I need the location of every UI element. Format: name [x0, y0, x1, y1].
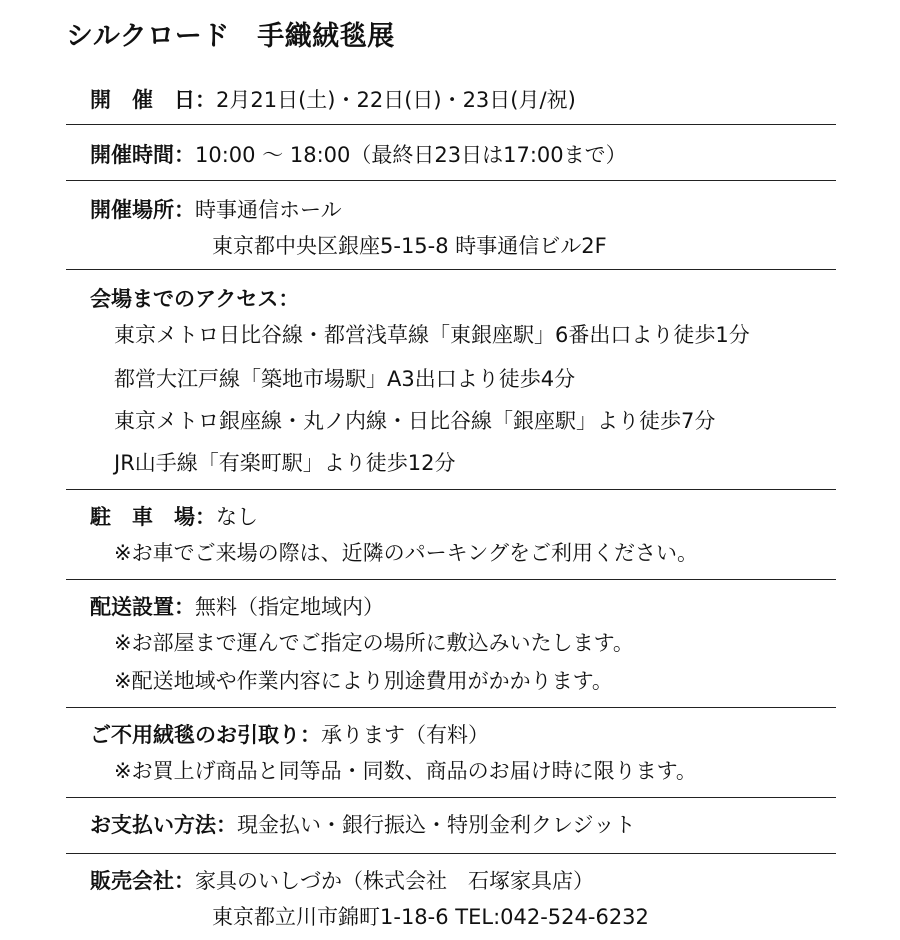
- divider: [66, 707, 836, 708]
- hours-row: [90, 141, 627, 169]
- pickup-row: [90, 721, 489, 749]
- parking-note: ※お車でご来場の際は、近隣のパーキングをご利用ください。: [114, 541, 698, 565]
- page-title: シルクロード 手織絨毯展: [66, 21, 395, 52]
- dates-label: 開 催 日：: [90, 88, 216, 112]
- dates-row: [90, 86, 576, 114]
- divider: [66, 579, 836, 580]
- access-label: 会場までのアクセス：: [90, 287, 300, 311]
- divider: [66, 180, 836, 181]
- delivery-note: ※お部屋まで運んでご指定の場所に敷込みいたします。: [114, 631, 634, 655]
- parking-value: なし: [216, 505, 258, 529]
- delivery-label: 配送設置：: [90, 595, 195, 619]
- seller-row: [90, 867, 594, 895]
- dates-value: 2月21日(土)・22日(日)・23日(月/祝): [216, 88, 576, 112]
- hours-label: 開催時間：: [90, 143, 195, 167]
- pickup-value: 承ります（有料）: [321, 723, 489, 747]
- venue-address: 東京都中央区銀座5-15-8 時事通信ビル2F: [212, 234, 607, 258]
- venue-row: [90, 196, 342, 224]
- seller-address: 東京都立川市錦町1-18-6 TEL:042-524-6232: [212, 905, 649, 929]
- divider: [66, 269, 836, 270]
- hours-value: 10:00 ～ 18:00（最終日23日は17:00まで）: [195, 143, 627, 167]
- payment-value: 現金払い・銀行振込・特別金利クレジット: [237, 813, 636, 837]
- divider: [66, 853, 836, 854]
- venue-name: 時事通信ホール: [195, 198, 342, 222]
- parking-label: 駐 車 場：: [90, 505, 216, 529]
- access-route: 都営大江戸線「築地市場駅」A3出口より徒歩4分: [114, 367, 576, 391]
- seller-name: 家具のいしづか（株式会社 石塚家具店）: [195, 869, 594, 893]
- divider: [66, 124, 836, 125]
- access-route: 東京メトロ日比谷線・都営浅草線「東銀座駅」6番出口より徒歩1分: [114, 323, 750, 347]
- delivery-note: ※配送地域や作業内容により別途費用がかかります。: [114, 669, 613, 693]
- pickup-note: ※お買上げ商品と同等品・同数、商品のお届け時に限ります。: [114, 759, 697, 783]
- divider: [66, 489, 836, 490]
- parking-row: [90, 503, 258, 531]
- payment-label: お支払い方法：: [90, 813, 237, 837]
- venue-label: 開催場所：: [90, 198, 195, 222]
- pickup-label: ご不用絨毯のお引取り：: [90, 723, 321, 747]
- divider: [66, 797, 836, 798]
- access-route: JR山手線「有楽町駅」より徒歩12分: [114, 451, 456, 475]
- delivery-value: 無料（指定地域内）: [195, 595, 384, 619]
- access-route: 東京メトロ銀座線・丸ノ内線・日比谷線「銀座駅」より徒歩7分: [114, 409, 716, 433]
- payment-row: [90, 811, 635, 839]
- access-row: [90, 285, 299, 313]
- seller-label: 販売会社：: [90, 869, 195, 893]
- delivery-row: [90, 593, 384, 621]
